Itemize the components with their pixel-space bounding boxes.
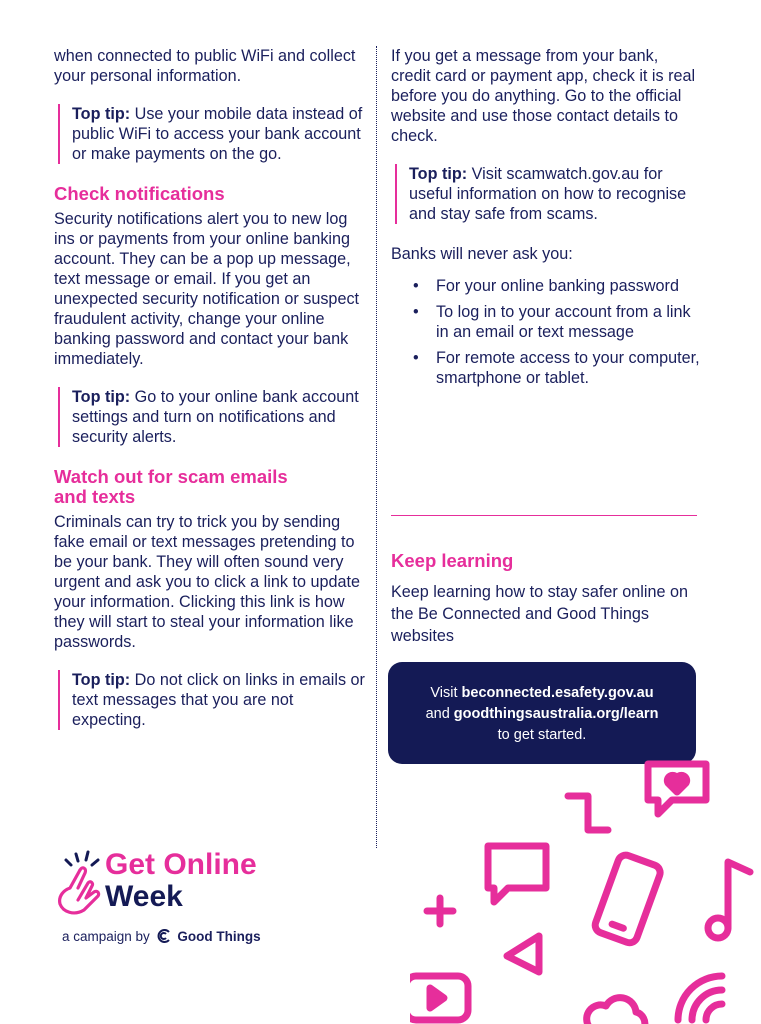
heading-keep-learning: Keep learning bbox=[391, 550, 514, 571]
section-divider bbox=[391, 515, 697, 516]
campaign-prefix: a campaign by bbox=[62, 929, 150, 944]
get-started-banner bbox=[388, 662, 696, 764]
video-play-icon bbox=[410, 976, 468, 1020]
tip-label: Top tip: bbox=[72, 105, 131, 123]
heart-chat-icon bbox=[648, 764, 706, 814]
top-tip-scamwatch bbox=[395, 164, 701, 224]
never-ask-list bbox=[391, 276, 701, 388]
intro-text: when connected to public WiFi and collect your personal information. bbox=[54, 47, 356, 85]
plus-icon bbox=[427, 898, 453, 924]
cloud-icon bbox=[587, 998, 645, 1024]
music-note-icon bbox=[708, 862, 750, 938]
get-online-week-logo bbox=[54, 848, 257, 925]
cta-and: and bbox=[425, 706, 450, 722]
chat-bubble-icon bbox=[488, 846, 546, 902]
column-divider bbox=[376, 46, 377, 848]
list-item: • To log in to your account from a link in an email or text message bbox=[391, 302, 701, 342]
logo-week: Week bbox=[105, 880, 183, 913]
cta-visit: Visit bbox=[430, 685, 458, 701]
never-ask-text: Banks will never ask you: bbox=[391, 245, 573, 263]
triangle-icon bbox=[507, 936, 539, 972]
tip-text: Use your mobile data instead of public WiFi to access your bank account or make payments on the go. bbox=[72, 105, 363, 163]
hand-tap-icon bbox=[54, 848, 104, 920]
logo-get-online: Get Online bbox=[105, 848, 257, 881]
tip-text: Go to your online bank account settings and turn on notifications and security alerts. bbox=[72, 388, 359, 446]
good-things-logo-icon bbox=[156, 929, 172, 943]
message-check-text: If you get a message from your bank, credit card or payment app, check it is real before you do anything. Go to the official website and use those contact details to check. bbox=[391, 47, 696, 145]
tip-text: Do not click on links in emails or text messages that you are not expecting. bbox=[72, 671, 365, 729]
left-column bbox=[54, 46, 366, 730]
goodthings-link[interactable]: goodthingsaustralia.org/learn bbox=[453, 706, 659, 722]
keep-learning-text: Keep learning how to stay safer online on the Be Connected and Good Things websites bbox=[391, 583, 688, 645]
campaign-brand: Good Things bbox=[177, 929, 261, 944]
top-tip-links bbox=[58, 670, 366, 730]
list-item: • For remote access to your computer, smartphone or tablet. bbox=[391, 348, 701, 388]
decorative-icons bbox=[410, 750, 761, 1024]
top-tip-notifications bbox=[58, 387, 366, 447]
zigzag-icon bbox=[568, 796, 608, 830]
cta-end: to get started. bbox=[497, 727, 587, 743]
heading-check-notifications: Check notifications bbox=[54, 183, 225, 204]
tip-label: Top tip: bbox=[72, 388, 131, 406]
phone-icon bbox=[593, 853, 662, 945]
scam-text: Criminals can try to trick you by sending fake email or text messages pretending to be your bank. They will often sound very urgent and ask you to click a link to update your information. Clicking this link is how they will start to steal your information like passwords. bbox=[54, 513, 360, 651]
list-item: • For your online banking password bbox=[391, 276, 701, 296]
notifications-text: Security notifications alert you to new log ins or payments from your online banking account. They can be a pop up message, text message or email. If you get an unexpected security notification or suspect fraudulent activity, change your online banking password and contact your bank immediately. bbox=[54, 210, 360, 368]
tip-label: Top tip: bbox=[409, 165, 468, 183]
wifi-icon bbox=[678, 976, 722, 1020]
tip-label: Top tip: bbox=[72, 671, 131, 689]
campaign-credit bbox=[62, 929, 261, 944]
right-column bbox=[391, 46, 701, 394]
heading-scam-emails: Watch out for scam emails and texts bbox=[54, 466, 288, 507]
beconnected-link[interactable]: beconnected.esafety.gov.au bbox=[461, 685, 654, 701]
tip-text: Visit scamwatch.gov.au for useful information on how to recognise and stay safe from scams. bbox=[409, 165, 687, 223]
top-tip-wifi bbox=[58, 104, 366, 164]
